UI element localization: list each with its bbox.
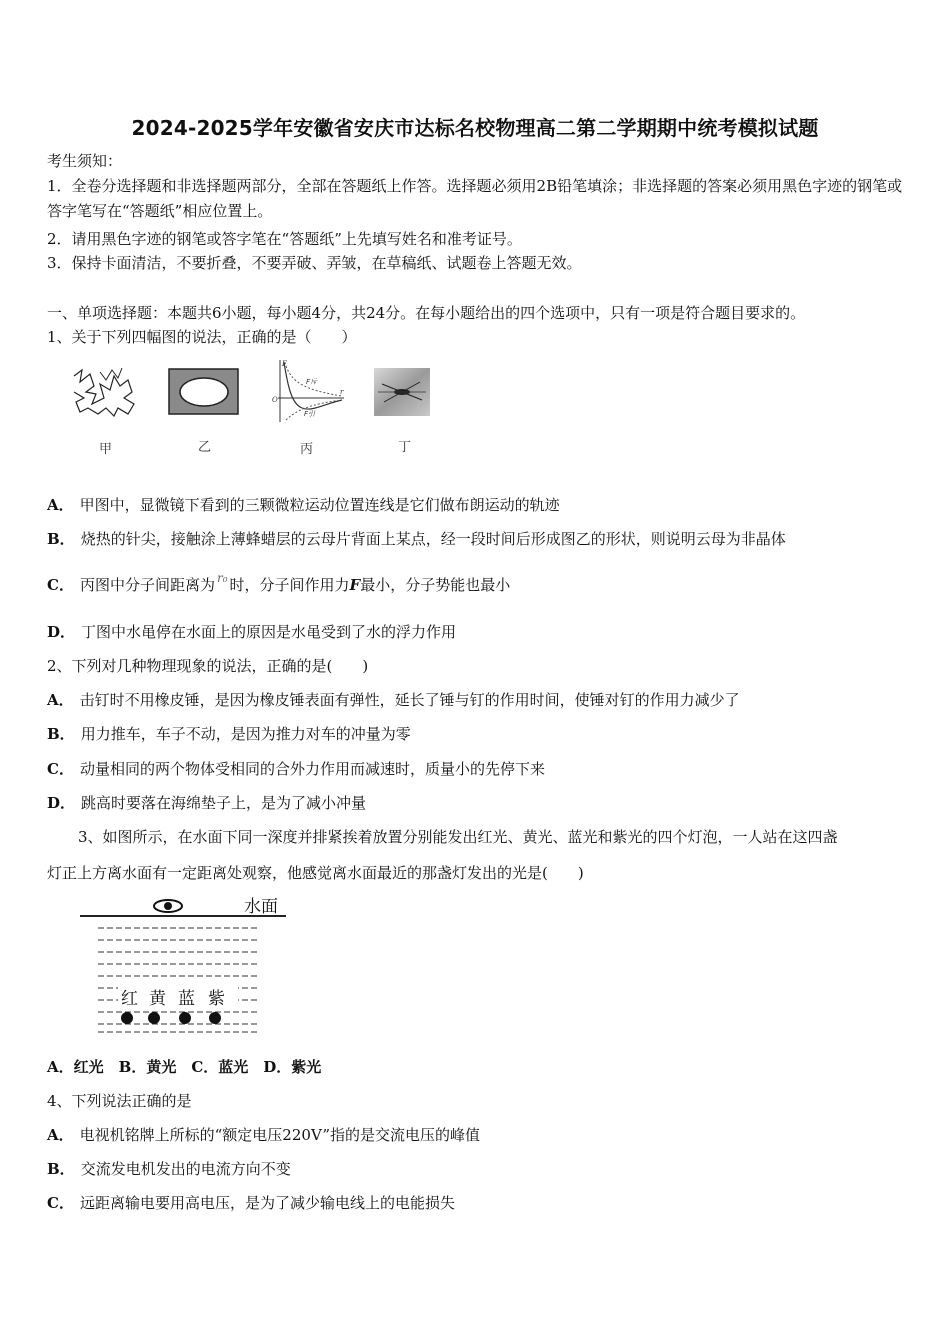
caption-bing: 丙 [300, 442, 314, 457]
q3-stem-line-1: 3、如图所示，在水面下同一深度并排紧挨着放置分别能发出红光、黄光、蓝光和紫光的四个灯泡，一人站在这四盏 [78, 828, 838, 846]
underwater-bulbs-figure [78, 892, 290, 1038]
q1-option-d: D． 丁图中水黾停在水面上的原因是水黾受到了水的浮力作用 [47, 623, 457, 641]
notice-heading: 考生须知： [47, 152, 123, 170]
bulb-blue [179, 1012, 191, 1024]
q1-stem: 1、关于下列四幅图的说法，正确的是（ ） [47, 328, 357, 346]
graph-label-f: F [282, 360, 287, 368]
caption-jia: 甲 [99, 442, 113, 457]
section-heading: 一、单项选择题：本题共6小题，每小题4分，共24分。在每小题给出的四个选项中，只有一项是符合题目要求的。 [47, 304, 806, 322]
water-surface-label: 水面 [244, 897, 278, 917]
notice-item-1: 1．全卷分选择题和非选择题两部分，全部在答题纸上作答。选择题必须用2B铅笔填涂；非选择题的答案必须用黑色字迹的钢笔或答字笔写在“答题纸”相应位置上。 [47, 177, 903, 220]
mica-wax-figure [168, 368, 240, 416]
q3-options: A．红光 B．黄光 C．蓝光 D．紫光 [47, 1058, 322, 1076]
q4-option-b: B． 交流发电机发出的电流方向不变 [47, 1160, 291, 1178]
caption-yi: 乙 [198, 440, 212, 455]
bulb-red [121, 1012, 133, 1024]
graph-label-origin: O [272, 396, 278, 404]
caption-ding: 丁 [398, 440, 412, 455]
q4-option-c: C． 远距离输电要用高电压，是为了减少输电线上的电能损失 [47, 1194, 455, 1212]
q1-option-b: B． 烧热的针尖，接触涂上薄蜂蜡层的云母片背面上某点，经一段时间后形成图乙的形状，则说明云母为非晶体 [47, 530, 786, 548]
bulb-yellow [148, 1012, 160, 1024]
q1-option-c: C． 丙图中分子间距离为 $^{r_0}$ 时，分子间作用力F最小，分子势能也最小 [47, 571, 511, 594]
q4-stem: 4、下列说法正确的是 [47, 1092, 192, 1110]
bulb-label-blue: 蓝 [178, 989, 195, 1009]
q3-stem-line-2: 灯正上方离水面有一定距离处观察，他感觉离水面最近的那盏灯发出的光是( ) [47, 864, 584, 882]
graph-label-repulsive: F斥 [306, 378, 318, 386]
page-title: 2024-2025学年安徽省安庆市达标名校物理高二第二学期期中统考模拟试题 [131, 116, 819, 140]
bulb-label-red: 红 [121, 989, 138, 1009]
eye-icon [154, 900, 182, 912]
bulb-violet [209, 1012, 221, 1024]
q4-option-a: A． 电视机铭牌上所标的“额定电压220V”指的是交流电压的峰值 [47, 1126, 480, 1144]
symbol-r0: r₀ [216, 571, 228, 585]
q1-option-a: A． 甲图中，显微镜下看到的三颗微粒运动位置连线是它们做布朗运动的轨迹 [47, 496, 560, 514]
q2-option-a: A． 击钉时不用橡皮锤，是因为橡皮锤表面有弹性，延长了锤与钉的作用时间，使锤对钉的作用力减少了 [47, 691, 740, 709]
molecular-force-graph [268, 358, 348, 424]
q2-option-c: C． 动量相同的两个物体受相同的合外力作用而减速时，质量小的先停下来 [47, 760, 545, 778]
q2-option-b: B． 用力推车，车子不动，是因为推力对车的冲量为零 [47, 725, 411, 743]
graph-label-r: r [340, 388, 344, 396]
bulb-label-violet: 紫 [208, 989, 225, 1009]
brownian-motion-figure [70, 364, 142, 420]
water-strider-photo [374, 368, 430, 416]
notice-item-2: 2．请用黑色字迹的钢笔或答字笔在“答题纸”上先填写姓名和准考证号。 [47, 230, 522, 248]
bulb-label-yellow: 黄 [149, 989, 166, 1009]
notice-item-3: 3．保持卡面清洁，不要折叠，不要弄破、弄皱，在草稿纸、试题卷上答题无效。 [47, 254, 582, 272]
graph-label-attractive: F引 [304, 410, 316, 418]
symbol-f: F [349, 576, 361, 594]
q2-option-d: D． 跳高时要落在海绵垫子上，是为了减小冲量 [47, 794, 367, 812]
q2-stem: 2、下列对几种物理现象的说法，正确的是( ) [47, 657, 369, 675]
